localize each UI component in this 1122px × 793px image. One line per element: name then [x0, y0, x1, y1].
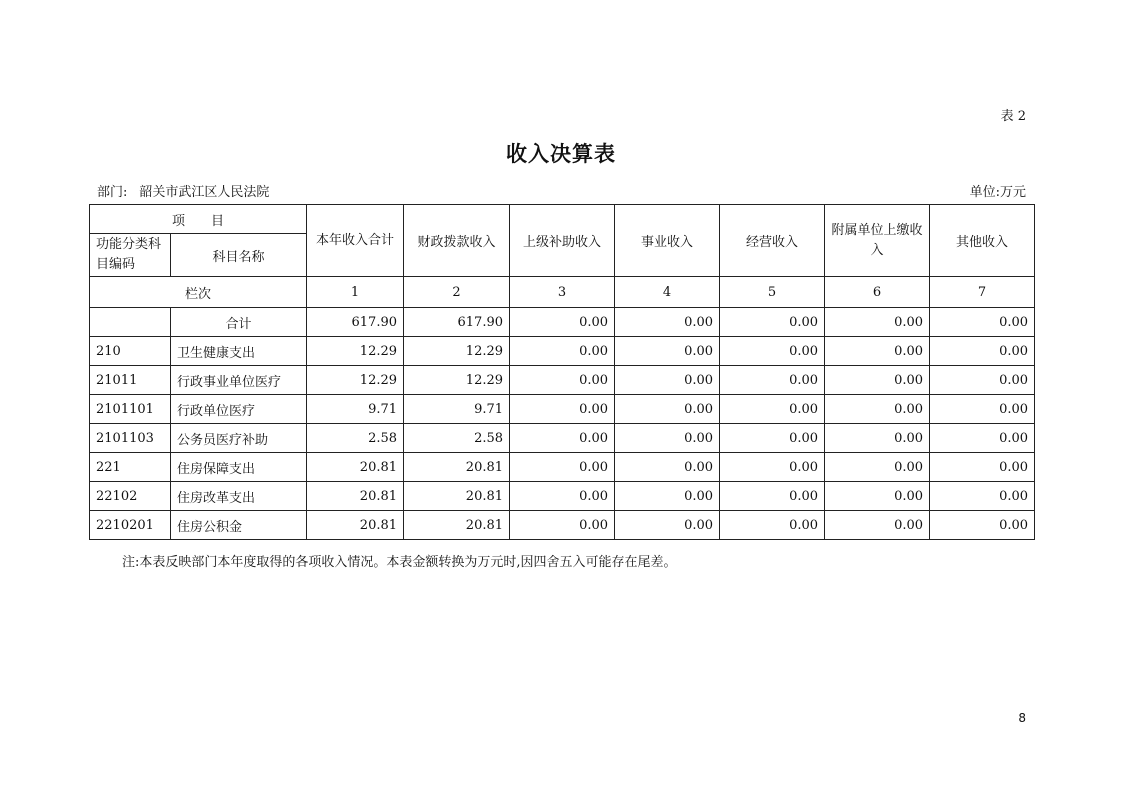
header-item: 项 目: [90, 205, 307, 234]
total-value: 0.00: [720, 308, 825, 337]
table-row: [90, 453, 1035, 482]
total-value: 0.00: [930, 308, 1035, 337]
row-value: 12.29: [307, 337, 404, 366]
table-row: [90, 337, 1035, 366]
row-value: 0.00: [720, 337, 825, 366]
row-code: 21011: [90, 366, 171, 395]
header-other: 其他收入: [930, 205, 1035, 277]
row-name: 住房保障支出: [171, 453, 307, 482]
row-value: 0.00: [510, 424, 615, 453]
row-value: 0.00: [510, 453, 615, 482]
table-number: 表 2: [1000, 109, 1026, 124]
header-name: 科目名称: [171, 234, 307, 277]
column-index-1: 1: [307, 277, 404, 308]
table-note: 注:本表反映部门本年度取得的各项收入情况。本表金额转换为万元时,因四舍五入可能存在尾差。: [122, 555, 677, 570]
row-value: 20.81: [307, 482, 404, 511]
income-table: [89, 204, 1035, 540]
column-index-7: 7: [930, 277, 1035, 308]
row-code: 210: [90, 337, 171, 366]
row-value: 0.00: [510, 482, 615, 511]
header-total: 本年收入合计: [307, 205, 404, 277]
unit-label: 单位:万元: [969, 185, 1026, 200]
row-code: 2210201: [90, 511, 171, 540]
row-value: 0.00: [825, 453, 930, 482]
header-superior: 上级补助收入: [510, 205, 615, 277]
row-value: 0.00: [510, 337, 615, 366]
total-value: 0.00: [615, 308, 720, 337]
row-value: 12.29: [404, 366, 510, 395]
row-value: 12.29: [307, 366, 404, 395]
row-name: 住房公积金: [171, 511, 307, 540]
row-value: 0.00: [720, 511, 825, 540]
row-value: 0.00: [510, 395, 615, 424]
table-row: [90, 424, 1035, 453]
row-value: 0.00: [720, 482, 825, 511]
header-business: 事业收入: [615, 205, 720, 277]
row-value: 0.00: [615, 511, 720, 540]
row-value: 0.00: [720, 366, 825, 395]
column-index-row: [90, 277, 1035, 308]
row-value: 0.00: [825, 424, 930, 453]
row-value: 0.00: [825, 511, 930, 540]
row-code: 2101101: [90, 395, 171, 424]
total-value: 617.90: [404, 308, 510, 337]
row-name: 住房改革支出: [171, 482, 307, 511]
table-row: [90, 511, 1035, 540]
table-row: [90, 482, 1035, 511]
row-value: 0.00: [825, 482, 930, 511]
row-name: 行政事业单位医疗: [171, 366, 307, 395]
column-index-3: 3: [510, 277, 615, 308]
row-value: 20.81: [404, 453, 510, 482]
row-value: 0.00: [720, 453, 825, 482]
table-row: [90, 395, 1035, 424]
row-name: 公务员医疗补助: [171, 424, 307, 453]
department-label: 部门:: [97, 185, 128, 200]
row-value: 0.00: [615, 424, 720, 453]
table-row: [90, 366, 1035, 395]
row-value: 20.81: [307, 453, 404, 482]
row-value: 2.58: [404, 424, 510, 453]
row-value: 0.00: [825, 337, 930, 366]
row-value: 0.00: [825, 366, 930, 395]
row-code: 22102: [90, 482, 171, 511]
header-row: [90, 205, 1035, 234]
page-number: 8: [1018, 711, 1026, 725]
total-row: [90, 308, 1035, 337]
row-value: 0.00: [930, 395, 1035, 424]
header-fiscal: 财政拨款收入: [404, 205, 510, 277]
column-index-4: 4: [615, 277, 720, 308]
column-index-label: 栏次: [90, 277, 307, 308]
row-value: 20.81: [404, 482, 510, 511]
row-value: 0.00: [615, 453, 720, 482]
page-title: 收入决算表: [506, 142, 616, 166]
header-code: 功能分类科目编码: [90, 234, 171, 277]
row-value: 0.00: [615, 395, 720, 424]
department-line: [97, 181, 269, 200]
column-index-2: 2: [404, 277, 510, 308]
row-value: 0.00: [510, 366, 615, 395]
total-label: 合计: [171, 308, 307, 337]
row-value: 0.00: [825, 395, 930, 424]
row-value: 0.00: [615, 366, 720, 395]
row-value: 9.71: [307, 395, 404, 424]
column-index-5: 5: [720, 277, 825, 308]
row-value: 0.00: [930, 482, 1035, 511]
row-code: 221: [90, 453, 171, 482]
row-value: 0.00: [930, 453, 1035, 482]
row-value: 2.58: [307, 424, 404, 453]
row-value: 0.00: [930, 511, 1035, 540]
row-value: 20.81: [404, 511, 510, 540]
row-name: 卫生健康支出: [171, 337, 307, 366]
row-value: 0.00: [720, 424, 825, 453]
row-name: 行政单位医疗: [171, 395, 307, 424]
row-value: 0.00: [720, 395, 825, 424]
department-name: 韶关市武江区人民法院: [139, 185, 270, 200]
row-value: 0.00: [510, 511, 615, 540]
row-value: 0.00: [615, 482, 720, 511]
column-index-6: 6: [825, 277, 930, 308]
row-value: 0.00: [930, 424, 1035, 453]
total-value: 0.00: [825, 308, 930, 337]
total-value: 617.90: [307, 308, 404, 337]
row-value: 0.00: [930, 366, 1035, 395]
row-value: 9.71: [404, 395, 510, 424]
header-operating: 经营收入: [720, 205, 825, 277]
row-value: 0.00: [615, 337, 720, 366]
header-affiliated: 附属单位上缴收入: [825, 205, 930, 277]
total-code: [90, 308, 171, 337]
row-code: 2101103: [90, 424, 171, 453]
row-value: 0.00: [930, 337, 1035, 366]
row-value: 20.81: [307, 511, 404, 540]
row-value: 12.29: [404, 337, 510, 366]
total-value: 0.00: [510, 308, 615, 337]
